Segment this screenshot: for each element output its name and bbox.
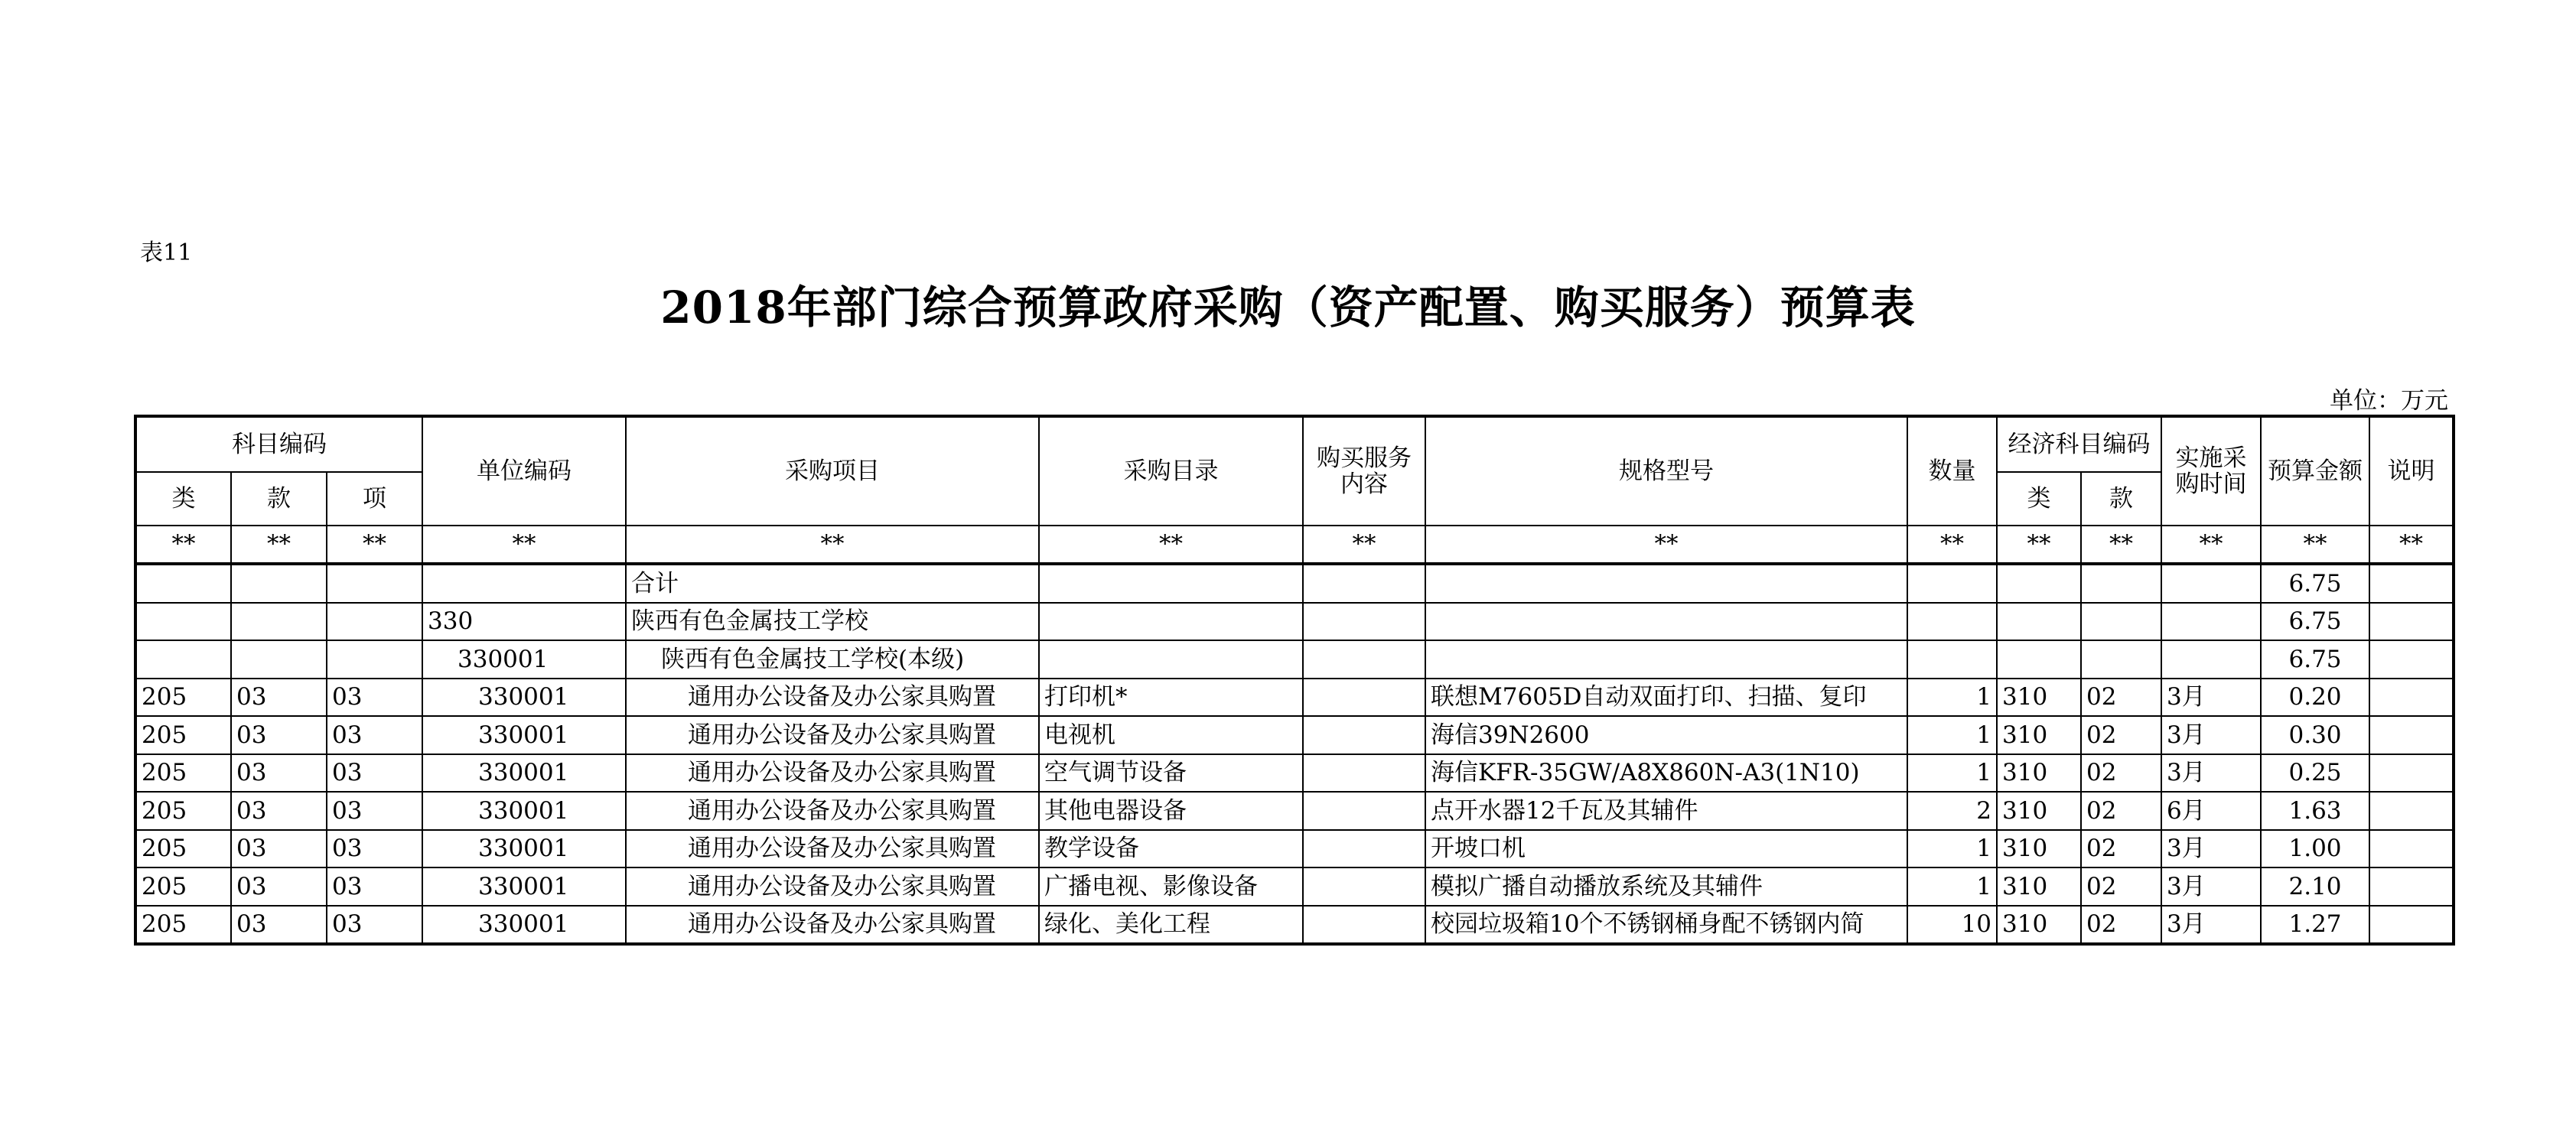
cell-remark [2369,754,2454,793]
cell-econ-kuan [2081,564,2161,603]
header-purchase-item: 采购项目 [626,416,1039,526]
cell-quantity: 10 [1907,906,1997,945]
header-spec-model: 规格型号 [1425,416,1907,526]
header-placeholder: ** [2369,526,2454,564]
cell-quantity [1907,640,1997,679]
cell-purchase-catalog: 打印机* [1039,679,1303,717]
cell-purchase-catalog: 电视机 [1039,716,1303,754]
cell-service-content [1303,906,1425,945]
cell-econ-lei: 310 [1997,906,2081,945]
cell-lei: 205 [135,830,231,868]
cell-unit-code: 330001 [422,830,626,868]
cell-econ-lei [1997,603,2081,641]
cell-lei: 205 [135,906,231,945]
header-placeholder: ** [1425,526,1907,564]
cell-lei [135,603,231,641]
cell-xiang: 03 [327,679,422,717]
cell-xiang: 03 [327,906,422,945]
cell-unit-code: 330001 [422,640,626,679]
cell-kuan: 03 [231,830,327,868]
header-remark: 说明 [2369,416,2454,526]
cell-spec-model: 联想M7605D自动双面打印、扫描、复印 [1425,679,1907,717]
cell-econ-kuan: 02 [2081,679,2161,717]
cell-econ-lei: 310 [1997,754,2081,793]
cell-purchase-catalog: 广播电视、影像设备 [1039,867,1303,906]
cell-econ-lei: 310 [1997,792,2081,830]
cell-econ-kuan: 02 [2081,867,2161,906]
table-row [135,906,2454,945]
table-body [135,564,2454,944]
cell-service-content [1303,679,1425,717]
cell-impl-time: 6月 [2161,792,2261,830]
header-placeholder: ** [2261,526,2369,564]
cell-econ-lei [1997,640,2081,679]
table-row [135,792,2454,830]
cell-unit-code: 330001 [422,679,626,717]
cell-purchase-item: 通用办公设备及办公家具购置 [626,792,1039,830]
header-quantity: 数量 [1907,416,1997,526]
cell-spec-model: 校园垃圾箱10个不锈钢桶身配不锈钢内简 [1425,906,1907,945]
cell-unit-code: 330001 [422,754,626,793]
cell-remark [2369,679,2454,717]
cell-budget-amount: 1.27 [2261,906,2369,945]
table-header [135,416,2454,564]
cell-spec-model [1425,564,1907,603]
cell-impl-time: 3月 [2161,906,2261,945]
cell-budget-amount: 6.75 [2261,640,2369,679]
cell-spec-model: 模拟广播自动播放系统及其辅件 [1425,867,1907,906]
cell-quantity [1907,603,1997,641]
cell-unit-code: 330 [422,603,626,641]
cell-econ-lei: 310 [1997,716,2081,754]
cell-purchase-catalog [1039,640,1303,679]
cell-remark [2369,564,2454,603]
cell-quantity: 1 [1907,830,1997,868]
header-service-content: 购买服务内容 [1303,416,1425,526]
table-row [135,867,2454,906]
budget-table [134,415,2455,946]
header-placeholder: ** [1997,526,2081,564]
header-kuan: 款 [231,472,327,526]
cell-xiang [327,564,422,603]
cell-kuan: 03 [231,867,327,906]
cell-spec-model: 海信KFR-35GW/A8X860N-A3(1N10) [1425,754,1907,793]
cell-quantity: 2 [1907,792,1997,830]
header-unit-code: 单位编码 [422,416,626,526]
cell-budget-amount: 2.10 [2261,867,2369,906]
cell-unit-code: 330001 [422,867,626,906]
cell-spec-model: 海信39N2600 [1425,716,1907,754]
header-placeholder: ** [2161,526,2261,564]
cell-purchase-item: 陕西有色金属技工学校(本级) [626,640,1039,679]
table-row [135,754,2454,793]
cell-purchase-catalog [1039,603,1303,641]
cell-impl-time: 3月 [2161,716,2261,754]
cell-quantity: 1 [1907,679,1997,717]
cell-budget-amount: 6.75 [2261,564,2369,603]
header-econ-lei: 类 [1997,472,2081,526]
cell-purchase-catalog: 教学设备 [1039,830,1303,868]
cell-lei: 205 [135,792,231,830]
header-impl-time: 实施采购时间 [2161,416,2261,526]
header-placeholder: ** [2081,526,2161,564]
header-placeholder: ** [422,526,626,564]
cell-econ-lei: 310 [1997,830,2081,868]
page-title: 2018年部门综合预算政府采购（资产配置、购买服务）预算表 [660,282,1916,334]
cell-unit-code: 330001 [422,906,626,945]
table-row [135,640,2454,679]
header-subject-code: 科目编码 [135,416,422,472]
header-placeholder: ** [327,526,422,564]
header-econ-kuan: 款 [2081,472,2161,526]
cell-remark [2369,830,2454,868]
cell-purchase-catalog: 绿化、美化工程 [1039,906,1303,945]
table-row [135,830,2454,868]
cell-impl-time: 3月 [2161,867,2261,906]
cell-remark [2369,867,2454,906]
table-row [135,679,2454,717]
cell-purchase-item: 通用办公设备及办公家具购置 [626,679,1039,717]
cell-purchase-catalog [1039,564,1303,603]
cell-purchase-catalog: 其他电器设备 [1039,792,1303,830]
cell-purchase-item: 合计 [626,564,1039,603]
cell-spec-model: 点开水器12千瓦及其辅件 [1425,792,1907,830]
cell-service-content [1303,716,1425,754]
cell-remark [2369,716,2454,754]
cell-purchase-catalog: 空气调节设备 [1039,754,1303,793]
cell-budget-amount: 0.20 [2261,679,2369,717]
cell-econ-lei [1997,564,2081,603]
cell-service-content [1303,640,1425,679]
cell-unit-code [422,564,626,603]
cell-xiang [327,603,422,641]
cell-lei: 205 [135,679,231,717]
header-placeholder: ** [1039,526,1303,564]
cell-xiang: 03 [327,792,422,830]
cell-econ-kuan [2081,603,2161,641]
cell-service-content [1303,564,1425,603]
cell-lei [135,564,231,603]
cell-spec-model: 开坡口机 [1425,830,1907,868]
cell-econ-lei: 310 [1997,679,2081,717]
header-placeholder: ** [1303,526,1425,564]
header-placeholder: ** [231,526,327,564]
cell-service-content [1303,754,1425,793]
cell-quantity: 1 [1907,716,1997,754]
cell-purchase-item: 通用办公设备及办公家具购置 [626,906,1039,945]
cell-quantity: 1 [1907,754,1997,793]
cell-remark [2369,906,2454,945]
cell-kuan: 03 [231,792,327,830]
cell-kuan [231,603,327,641]
cell-econ-kuan: 02 [2081,906,2161,945]
header-placeholder: ** [626,526,1039,564]
cell-xiang: 03 [327,867,422,906]
cell-xiang [327,640,422,679]
table-row [135,564,2454,603]
cell-budget-amount: 0.25 [2261,754,2369,793]
cell-kuan [231,640,327,679]
cell-purchase-item: 通用办公设备及办公家具购置 [626,830,1039,868]
header-econ-code: 经济科目编码 [1997,416,2161,472]
table-number: 表11 [140,239,193,266]
cell-impl-time [2161,640,2261,679]
cell-econ-kuan: 02 [2081,830,2161,868]
cell-impl-time: 3月 [2161,830,2261,868]
cell-kuan: 03 [231,716,327,754]
cell-quantity: 1 [1907,867,1997,906]
cell-impl-time: 3月 [2161,679,2261,717]
header-placeholder: ** [1907,526,1997,564]
cell-xiang: 03 [327,830,422,868]
cell-remark [2369,603,2454,641]
cell-lei [135,640,231,679]
cell-remark [2369,640,2454,679]
cell-econ-kuan [2081,640,2161,679]
cell-quantity [1907,564,1997,603]
cell-purchase-item: 通用办公设备及办公家具购置 [626,716,1039,754]
cell-budget-amount: 6.75 [2261,603,2369,641]
cell-unit-code: 330001 [422,716,626,754]
cell-impl-time [2161,603,2261,641]
cell-econ-kuan: 02 [2081,754,2161,793]
cell-lei: 205 [135,754,231,793]
cell-econ-lei: 310 [1997,867,2081,906]
table-row [135,603,2454,641]
cell-lei: 205 [135,867,231,906]
cell-unit-code: 330001 [422,792,626,830]
cell-impl-time: 3月 [2161,754,2261,793]
cell-spec-model [1425,640,1907,679]
cell-lei: 205 [135,716,231,754]
cell-purchase-item: 通用办公设备及办公家具购置 [626,867,1039,906]
header-placeholder: ** [135,526,231,564]
cell-kuan: 03 [231,754,327,793]
cell-econ-kuan: 02 [2081,716,2161,754]
cell-budget-amount: 0.30 [2261,716,2369,754]
cell-kuan [231,564,327,603]
cell-service-content [1303,867,1425,906]
cell-econ-kuan: 02 [2081,792,2161,830]
header-purchase-catalog: 采购目录 [1039,416,1303,526]
cell-service-content [1303,830,1425,868]
header-lei: 类 [135,472,231,526]
cell-spec-model [1425,603,1907,641]
cell-impl-time [2161,564,2261,603]
cell-budget-amount: 1.63 [2261,792,2369,830]
cell-remark [2369,792,2454,830]
header-xiang: 项 [327,472,422,526]
cell-xiang: 03 [327,754,422,793]
unit-label: 单位：万元 [2330,387,2448,415]
cell-kuan: 03 [231,906,327,945]
cell-purchase-item: 通用办公设备及办公家具购置 [626,754,1039,793]
cell-service-content [1303,603,1425,641]
cell-service-content [1303,792,1425,830]
cell-purchase-item: 陕西有色金属技工学校 [626,603,1039,641]
cell-budget-amount: 1.00 [2261,830,2369,868]
cell-xiang: 03 [327,716,422,754]
header-budget-amount: 预算金额 [2261,416,2369,526]
cell-kuan: 03 [231,679,327,717]
table-row [135,716,2454,754]
